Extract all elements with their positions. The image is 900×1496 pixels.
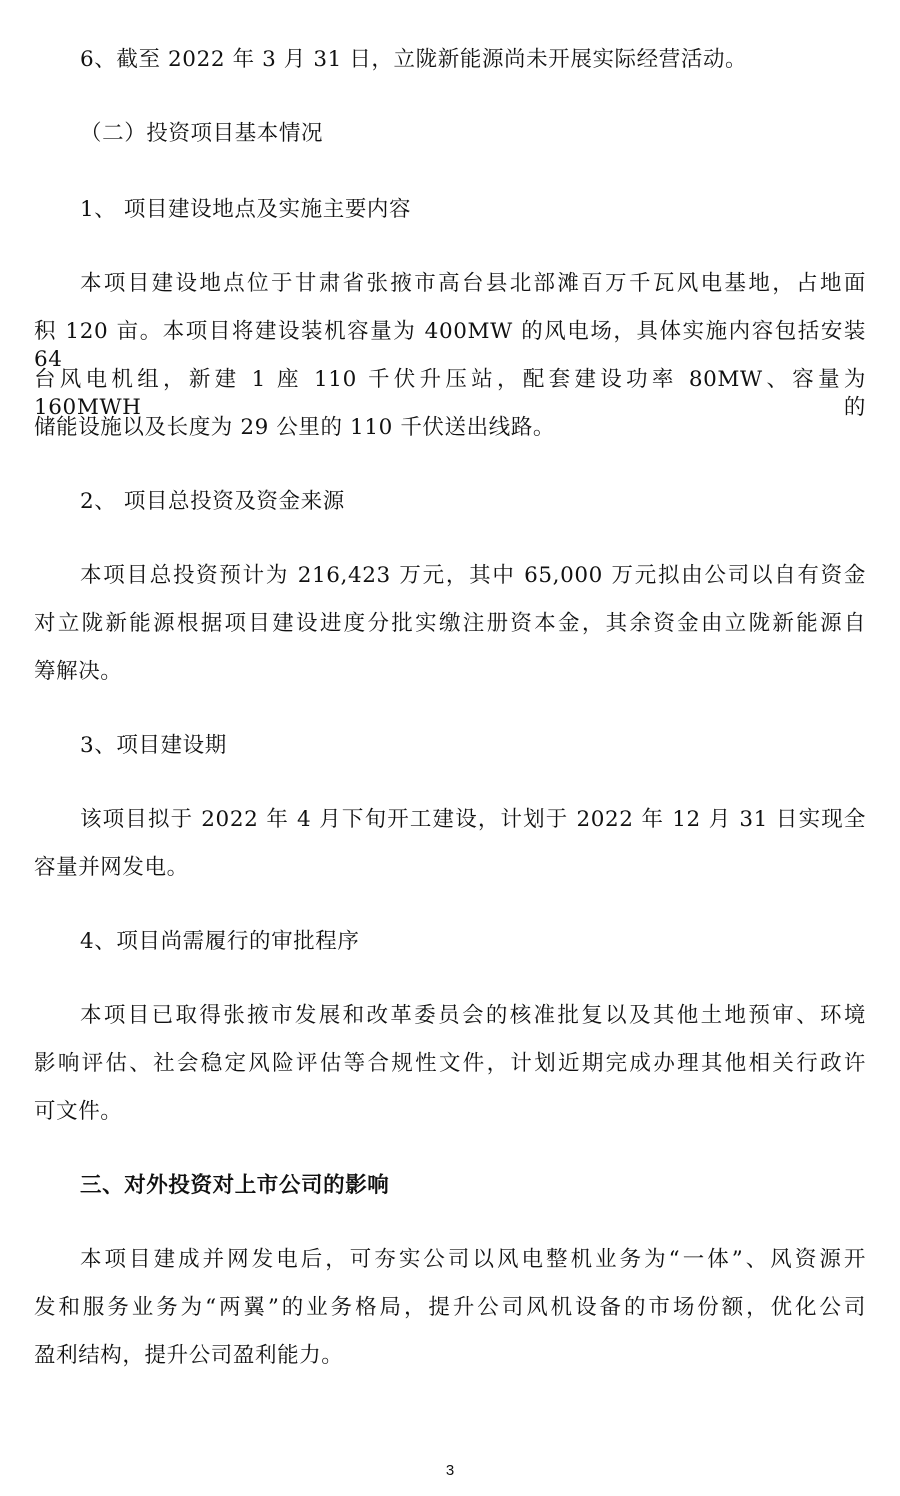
subsection-3-paragraph-line: 该项目拟于 2022 年 4 月下旬开工建设，计划于 2022 年 12 月 31 日实现全 — [80, 807, 866, 832]
item-6-text: 6、截至 2022 年 3 月 31 日，立陇新能源尚未开展实际经营活动。 — [80, 47, 748, 72]
subsection-1-paragraph-line: 本项目建设地点位于甘肃省张掖市高台县北部滩百万千瓦风电基地，占地面 — [80, 271, 866, 296]
section-2-heading: （二）投资项目基本情况 — [80, 121, 324, 146]
section-3-heading: 三、对外投资对上市公司的影响 — [80, 1173, 390, 1198]
subsection-4-paragraph-line: 本项目已取得张掖市发展和改革委员会的核准批复以及其他土地预审、环境 — [80, 1003, 866, 1028]
subsection-3-paragraph-line: 容量并网发电。 — [34, 855, 189, 880]
subsection-1-paragraph-line: 积 120 亩。本项目将建设装机容量为 400MW 的风电场，具体实施内容包括安装 64 — [34, 319, 866, 372]
subsection-2-paragraph-line: 本项目总投资预计为 216,423 万元，其中 65,000 万元拟由公司以自有资金 — [80, 563, 866, 588]
subsection-2-paragraph-line: 对立陇新能源根据项目建设进度分批实缴注册资本金，其余资金由立陇新能源自 — [34, 611, 866, 636]
subsection-3-heading: 3、项目建设期 — [80, 733, 227, 758]
section-3-paragraph-line: 盈利结构，提升公司盈利能力。 — [34, 1343, 344, 1368]
subsection-2-paragraph-line: 筹解决。 — [34, 659, 123, 684]
subsection-4-paragraph-line: 影响评估、社会稳定风险评估等合规性文件，计划近期完成办理其他相关行政许 — [34, 1051, 866, 1076]
subsection-2-heading: 2、 项目总投资及资金来源 — [80, 489, 345, 514]
page-number: 3 — [445, 1462, 455, 1479]
section-3-paragraph-line: 发和服务业务为“两翼”的业务格局，提升公司风机设备的市场份额，优化公司 — [34, 1295, 866, 1320]
section-3-paragraph-line: 本项目建成并网发电后，可夯实公司以风电整机业务为“一体”、风资源开 — [80, 1247, 866, 1272]
subsection-4-paragraph-line: 可文件。 — [34, 1099, 123, 1124]
subsection-4-heading: 4、项目尚需履行的审批程序 — [80, 929, 360, 954]
subsection-1-paragraph-line: 台风电机组，新建 1 座 110 千伏升压站，配套建设功率 80MW、容量为 160MWH 的 — [34, 367, 866, 420]
subsection-1-heading: 1、 项目建设地点及实施主要内容 — [80, 197, 412, 222]
subsection-1-paragraph-line: 储能设施以及长度为 29 公里的 110 千伏送出线路。 — [34, 415, 556, 440]
